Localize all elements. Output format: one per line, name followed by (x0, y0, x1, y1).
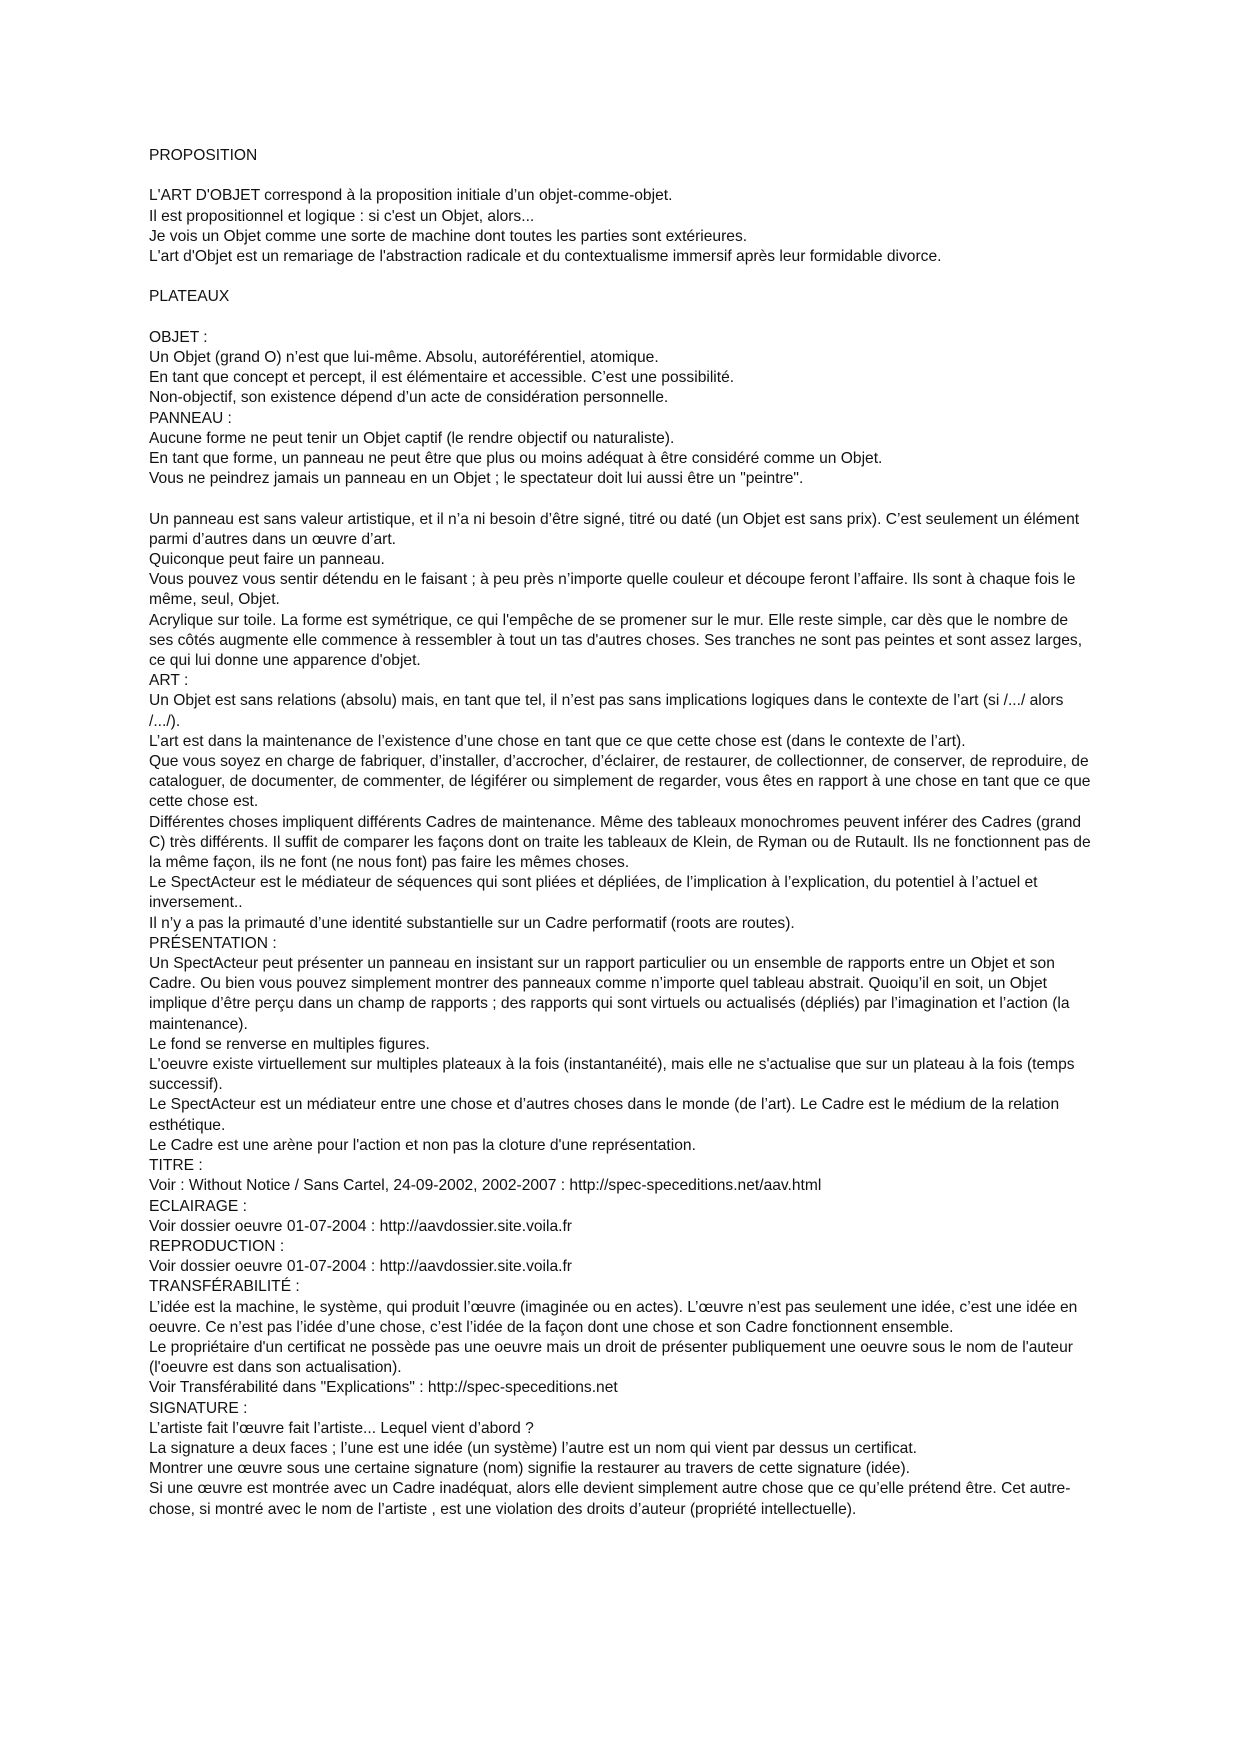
spacer (149, 308, 1094, 328)
reproduction-line: Voir dossier oeuvre 01-07-2004 : http://aavdossier.site.voila.fr (149, 1258, 572, 1276)
heading-transferabilite: TRANSFÉRABILITÉ : (149, 1278, 300, 1296)
signature-paragraph: Montrer une œuvre sous une certaine signature (nom) signifie la restaurer au travers de cette signature (idée). (149, 1460, 910, 1478)
art-paragraph: Différentes choses impliquent différents Cadres de maintenance. Même des tableaux monochromes peuvent inférer des Cadres (grand C) très différents. Il suffit de comparer les façons dont on traite les tableaux de Klein, de Ryman ou de Rutault. Ils ne fonctionnent pas de la même façon, ils ne font (ne nous font) pas faire les mêmes choses. (149, 813, 1091, 872)
heading-objet: OBJET : (149, 328, 208, 346)
panneau-paragraph: Vous pouvez vous sentir détendu en le faisant ; à peu près n’importe quelle couleur et découpe feront l’affaire. Ils sont à chaque fois le même, seul, Objet. (149, 571, 1076, 609)
objet-line: Non-objectif, son existence dépend d’un acte de considération personnelle. (149, 389, 669, 407)
proposition-line: L'ART D'OBJET correspond à la proposition initiale d’un objet-comme-objet. (149, 187, 673, 205)
heading-presentation: PRÉSENTATION : (149, 934, 277, 952)
transferabilite-paragraph: Le propriétaire d'un certificat ne possède pas une oeuvre mais un droit de présenter publiquement une oeuvre sous le nom de l'auteur (l'oeuvre est dans son actualisation). (149, 1338, 1073, 1377)
signature-paragraph: La signature a deux faces ; l’une est une idée (un système) l’autre est un nom qui vient par dessus un certificat. (149, 1439, 917, 1457)
proposition-line: Il est propositionnel et logique : si c'est un Objet, alors... (149, 207, 535, 225)
panneau-paragraph: Acrylique sur toile. La forme est symétrique, ce qui l'empêche de se promener sur le mur. Elle reste simple, car dès que le nombre de ses côtés augmente elle commence à ressembler à tout un tas d'autres choses. Ses tranches ne sont pas peintes et sont assez larges, ce qui lui donne une apparence d'objet. (149, 611, 1083, 670)
panneau-line: En tant que forme, un panneau ne peut être que plus ou moins adéquat à être considéré comme un Objet. (149, 450, 883, 467)
presentation-paragraph: Le Cadre est une arène pour l'action et non pas la cloture d'une représentation. (149, 1136, 696, 1154)
art-paragraph: Que vous soyez en charge de fabriquer, d’installer, d’accrocher, d’éclairer, de restaurer, de collectionner, de conserver, de reproduire, de cataloguer, de documenter, de commenter, de légiférer ou simplement de regarder, vous êtes en rapport à une chose en tant que ce que cette chose est. (149, 753, 1091, 811)
heading-signature: SIGNATURE : (149, 1399, 248, 1417)
heading-titre: TITRE : (149, 1157, 203, 1175)
panneau-paragraph: Un panneau est sans valeur artistique, et il n’a ni besoin d’être signé, titré ou daté (un Objet est sans prix). C’est seulement un élément parmi d’autres dans un œuvre d’art. (149, 510, 1080, 548)
presentation-paragraph: Le SpectActeur est un médiateur entre une chose et d’autres choses dans le monde (de l’art). Le Cadre est le médium de la relation esthétique. (149, 1096, 1060, 1134)
art-paragraph: Un Objet est sans relations (absolu) mais, en tant que tel, il n’est pas sans implications logiques dans le contexte de l’art (si /.../ alors /.../). (149, 692, 1064, 730)
presentation-paragraph: Un SpectActeur peut présenter un panneau en insistant sur un rapport particulier ou un ensemble de rapports entre un Objet et son Cadre. Ou bien vous pouvez simplement montrer des panneaux comme n’importe quel tableau abstrait. Quoiqu’il en soit, un Objet implique d’être perçu dans un champ de rapports ; des rapports qui sont virtuels ou actualisés (dépliés) par l’imagination et l’action (la maintenance). (149, 955, 1070, 1033)
presentation-paragraph: L'oeuvre existe virtuellement sur multiples plateaux à la fois (instantanéité), mais elle ne s'actualise que sur un plateau à la fois (temps successif). (149, 1056, 1075, 1094)
heading-proposition: PROPOSITION (149, 147, 258, 164)
document-page (149, 146, 1094, 1520)
presentation-paragraph: Le fond se renverse en multiples figures. (149, 1035, 430, 1053)
art-paragraph: Le SpectActeur est le médiateur de séquences qui sont pliées et dépliées, de l’implication à l’explication, du potentiel à l’actuel et inversement.. (149, 874, 1038, 912)
titre-line: Voir : Without Notice / Sans Cartel, 24-09-2002, 2002-2007 : http://spec-speceditions.net/aav.html (149, 1177, 822, 1195)
transferabilite-paragraph: L’idée est la machine, le système, qui produit l’œuvre (imaginée ou en actes). L’œuvre n’est pas seulement une idée, c’est une idée en oeuvre. Ce n’est pas l’idée d’une chose, c’est l’idée de la façon dont une chose et son Cadre fonctionnent ensemble. (149, 1298, 1078, 1336)
objet-line: En tant que concept et percept, il est élémentaire et accessible. C’est une possibilité. (149, 369, 735, 387)
eclairage-line: Voir dossier oeuvre 01-07-2004 : http://aavdossier.site.voila.fr (149, 1217, 572, 1235)
heading-plateaux: PLATEAUX (149, 288, 230, 306)
panneau-line: Aucune forme ne peut tenir un Objet captif (le rendre objectif ou naturaliste). (149, 429, 675, 447)
signature-paragraph: L’artiste fait l’œuvre fait l’artiste... Lequel vient d’abord ? (149, 1419, 534, 1437)
proposition-line: Je vois un Objet comme une sorte de machine dont toutes les parties sont extérieures. (149, 227, 748, 245)
panneau-paragraph: Quiconque peut faire un panneau. (149, 551, 385, 568)
heading-panneau: PANNEAU : (149, 409, 232, 427)
heading-reproduction: REPRODUCTION : (149, 1237, 285, 1255)
proposition-line: L'art d'Objet est un remariage de l'abstraction radicale et du contextualisme immersif après leur formidable divorce. (149, 248, 942, 265)
spacer (149, 267, 1094, 287)
spacer (149, 489, 1094, 509)
panneau-line: Vous ne peindrez jamais un panneau en un Objet ; le spectateur doit lui aussi être un "peintre". (149, 470, 804, 488)
transferabilite-paragraph: Voir Transférabilité dans "Explications" : http://spec-speceditions.net (149, 1379, 618, 1397)
signature-paragraph: Si une œuvre est montrée avec un Cadre inadéquat, alors elle devient simplement autre chose que ce qu’elle prétend être. Cet autre-chose, si montré avec le nom de l’artiste , est une violation des droits d’auteur (propriété intellectuelle). (149, 1480, 1071, 1518)
objet-line: Un Objet (grand O) n’est que lui-même. Absolu, autoréférentiel, atomique. (149, 348, 659, 366)
heading-art: ART : (149, 672, 189, 690)
art-paragraph: L’art est dans la maintenance de l’existence d’une chose en tant que ce que cette chose est (dans le contexte de l’art). (149, 732, 966, 750)
heading-eclairage: ECLAIRAGE : (149, 1197, 247, 1215)
spacer (149, 166, 1094, 186)
art-paragraph: Il n’y a pas la primauté d’une identité substantielle sur un Cadre performatif (roots are routes). (149, 914, 795, 932)
